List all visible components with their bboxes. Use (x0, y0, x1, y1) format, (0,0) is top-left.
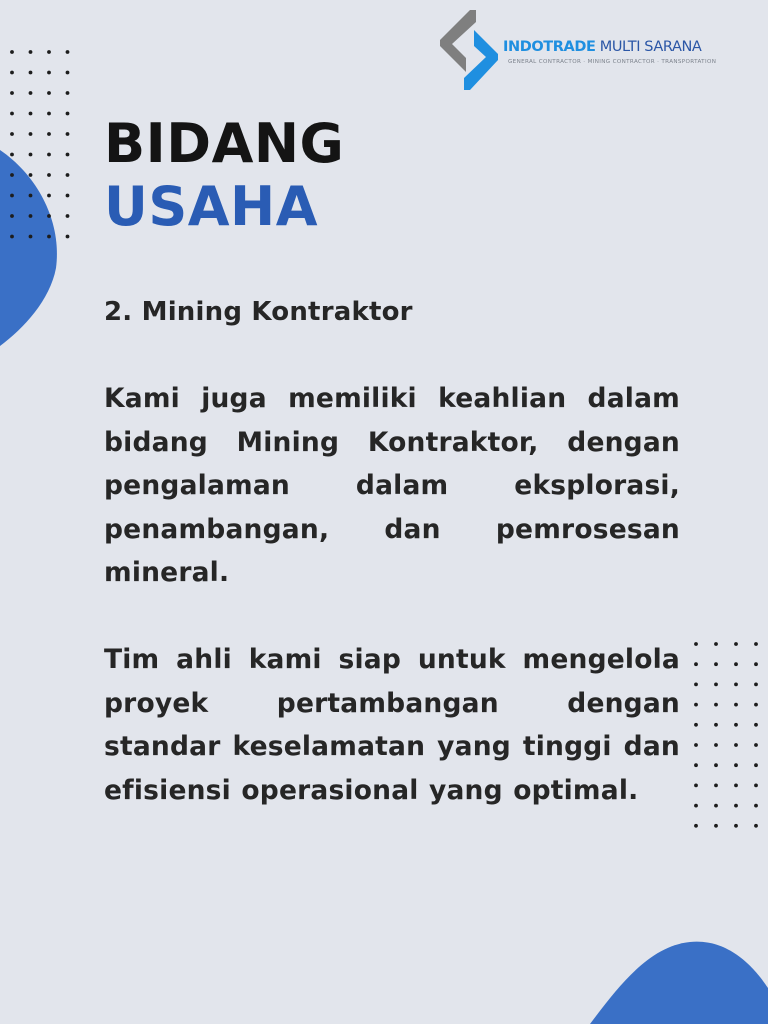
company-tagline: GENERAL CONTRACTOR · MINING CONTRACTOR · TRANSPORTATION (508, 59, 717, 65)
decor-dot (66, 214, 70, 218)
decor-dot (10, 91, 14, 95)
decor-dot (734, 642, 738, 646)
decor-dot (29, 91, 33, 95)
decor-dot (714, 824, 718, 828)
decor-dot (29, 50, 33, 54)
decor-dot (714, 743, 718, 747)
decor-dot (714, 683, 718, 687)
decor-dot (694, 642, 698, 646)
decor-dot (714, 642, 718, 646)
decor-dot (694, 683, 698, 687)
decor-dot (734, 662, 738, 666)
decor-dot (47, 132, 51, 136)
decor-dot (754, 804, 758, 808)
company-name-part1: INDOTRADE (503, 39, 596, 55)
decor-dot (66, 71, 70, 75)
decor-dot (694, 662, 698, 666)
decor-dot (10, 173, 14, 177)
decor-dot (734, 703, 738, 707)
decor-dot (29, 173, 33, 177)
decor-dot (714, 804, 718, 808)
decor-dot (10, 194, 14, 198)
page-title (104, 112, 344, 238)
decor-dot (29, 235, 33, 239)
decor-dot (734, 683, 738, 687)
decor-dot (29, 71, 33, 75)
decor-dot (66, 50, 70, 54)
decor-dot (29, 194, 33, 198)
description-paragraph-2: Tim ahli kami siap untuk mengelola proyek pertambangan dengan standar keselamatan yang tinggi dan efisiensi operasional yang optimal. (104, 644, 680, 806)
decor-dot (47, 214, 51, 218)
decor-dot (29, 112, 33, 116)
decor-dot (754, 662, 758, 666)
decor-dot (734, 784, 738, 788)
decor-dot (66, 153, 70, 157)
decor-dot (694, 804, 698, 808)
decor-dot (47, 91, 51, 95)
decor-dot (29, 214, 33, 218)
title-line-1: BIDANG (104, 112, 345, 175)
decor-dot (47, 173, 51, 177)
company-name (503, 40, 701, 55)
decor-dot (694, 723, 698, 727)
bottom-right-blob-decoration (580, 930, 768, 1024)
description-paragraph-1: Kami juga memiliki keahlian dalam bidang Mining Kontraktor, dengan pengalaman dalam eksplorasi, penambangan, dan pemrosesan mineral. (104, 383, 680, 588)
decor-dot (754, 763, 758, 767)
decor-dot (734, 763, 738, 767)
decor-dot (10, 235, 14, 239)
dot-grid-right-decoration (685, 632, 768, 832)
company-name-part2: MULTI SARANA (599, 39, 702, 55)
decor-dot (754, 784, 758, 788)
decor-dot (47, 112, 51, 116)
decor-dot (754, 703, 758, 707)
decor-dot (754, 683, 758, 687)
decor-dot (734, 804, 738, 808)
decor-dot (10, 71, 14, 75)
decor-dot (10, 50, 14, 54)
company-logo (440, 10, 740, 92)
decor-dot (47, 153, 51, 157)
decor-dot (47, 71, 51, 75)
decor-dot (694, 763, 698, 767)
decor-dot (714, 662, 718, 666)
decor-dot (694, 824, 698, 828)
decor-dot (714, 763, 718, 767)
decor-dot (734, 723, 738, 727)
decor-dot (47, 194, 51, 198)
decor-dot (694, 784, 698, 788)
decor-dot (10, 153, 14, 157)
decor-dot (66, 235, 70, 239)
decor-dot (10, 132, 14, 136)
logo-mark-icon (440, 10, 500, 92)
decor-dot (66, 194, 70, 198)
decor-dot (694, 703, 698, 707)
decor-dot (10, 112, 14, 116)
decor-dot (10, 214, 14, 218)
decor-dot (694, 743, 698, 747)
decor-dot (754, 723, 758, 727)
decor-dot (714, 703, 718, 707)
decor-dot (754, 642, 758, 646)
decor-dot (734, 743, 738, 747)
decor-dot (66, 132, 70, 136)
decor-dot (754, 743, 758, 747)
decor-dot (714, 784, 718, 788)
decor-dot (734, 824, 738, 828)
decor-dot (66, 173, 70, 177)
decor-dot (66, 112, 70, 116)
title-line-2: USAHA (104, 175, 319, 238)
section-title: 2. Mining Kontraktor (104, 297, 413, 327)
dot-grid-top-left-decoration (0, 40, 80, 240)
decor-dot (714, 723, 718, 727)
decor-dot (29, 153, 33, 157)
decor-dot (47, 50, 51, 54)
decor-dot (66, 91, 70, 95)
decor-dot (29, 132, 33, 136)
decor-dot (47, 235, 51, 239)
decor-dot (754, 824, 758, 828)
